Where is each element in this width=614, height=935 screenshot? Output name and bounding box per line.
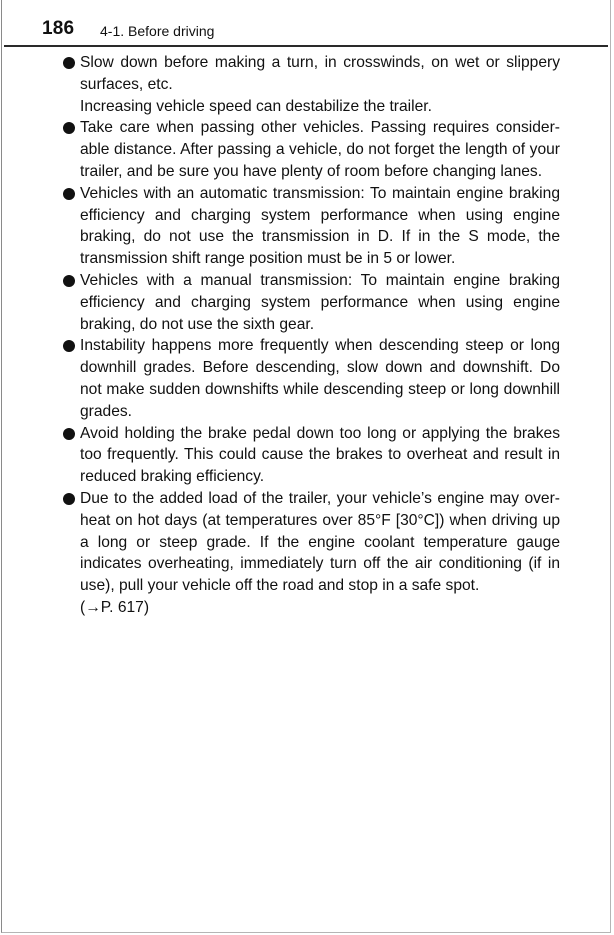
list-item: [62, 52, 560, 117]
list-item: [62, 183, 560, 270]
bullet-text: Instability happens more frequently when descending steep or long downhill grades. Before descending, slow down and downshift. Do not make sudden downshifts while descending steep or long downhill grades.: [80, 337, 560, 420]
bullet-text: Due to the added load of the trailer, your vehicle’s engine may overheat on hot days (at temperatures over 85°F [30°C]) when driving up a long or steep grade. If the engine coolant temperature gauge indicates overheating, immediately turn off the air conditioning (if in use), pull your vehicle off the road and stop in a safe spot.: [80, 489, 560, 595]
page-number: 186: [42, 18, 75, 39]
list-item: [62, 423, 560, 488]
bullet-icon: [63, 428, 75, 440]
page-reference-link[interactable]: (→P. 617): [80, 598, 150, 616]
bullet-text: Take care when passing other vehicles. Passing requires considerable distance. After passing a vehicle, do not forget the length of your trailer, and be sure you have plenty of room before changing lanes.: [80, 119, 560, 180]
bullet-icon: [63, 122, 75, 134]
bullet-text: Slow down before making a turn, in crosswinds, on wet or slippery surfaces, etc.: [80, 54, 560, 93]
list-item: [62, 488, 560, 619]
list-item: [62, 117, 560, 182]
bullet-note: Increasing vehicle speed can destabilize the trailer.: [80, 97, 432, 115]
bullet-list: [62, 52, 560, 619]
bullet-icon: [63, 340, 75, 352]
bullet-text: Vehicles with an automatic transmission: To maintain engine braking efficiency and charging system performance when using engine braking, do not use the transmission in D. If in the S mode, the transmission shift range position must be in 5 or lower.: [80, 184, 560, 268]
bullet-icon: [63, 493, 75, 505]
section-title: 4-1. Before driving: [100, 23, 215, 39]
bullet-text: Avoid holding the brake pedal down too long or applying the brakes too frequently. This could cause the brakes to overheat and result in reduced braking efficiency.: [80, 424, 560, 486]
page-header: [4, 14, 608, 47]
bullet-icon: [63, 57, 75, 69]
list-item: [62, 335, 560, 422]
list-item: [62, 270, 560, 335]
bullet-icon: [63, 188, 75, 200]
bullet-text: Vehicles with a manual transmission: To maintain engine braking efficiency and charging system performance when using engine braking, do not use the sixth gear.: [80, 271, 560, 333]
bullet-icon: [63, 275, 75, 287]
